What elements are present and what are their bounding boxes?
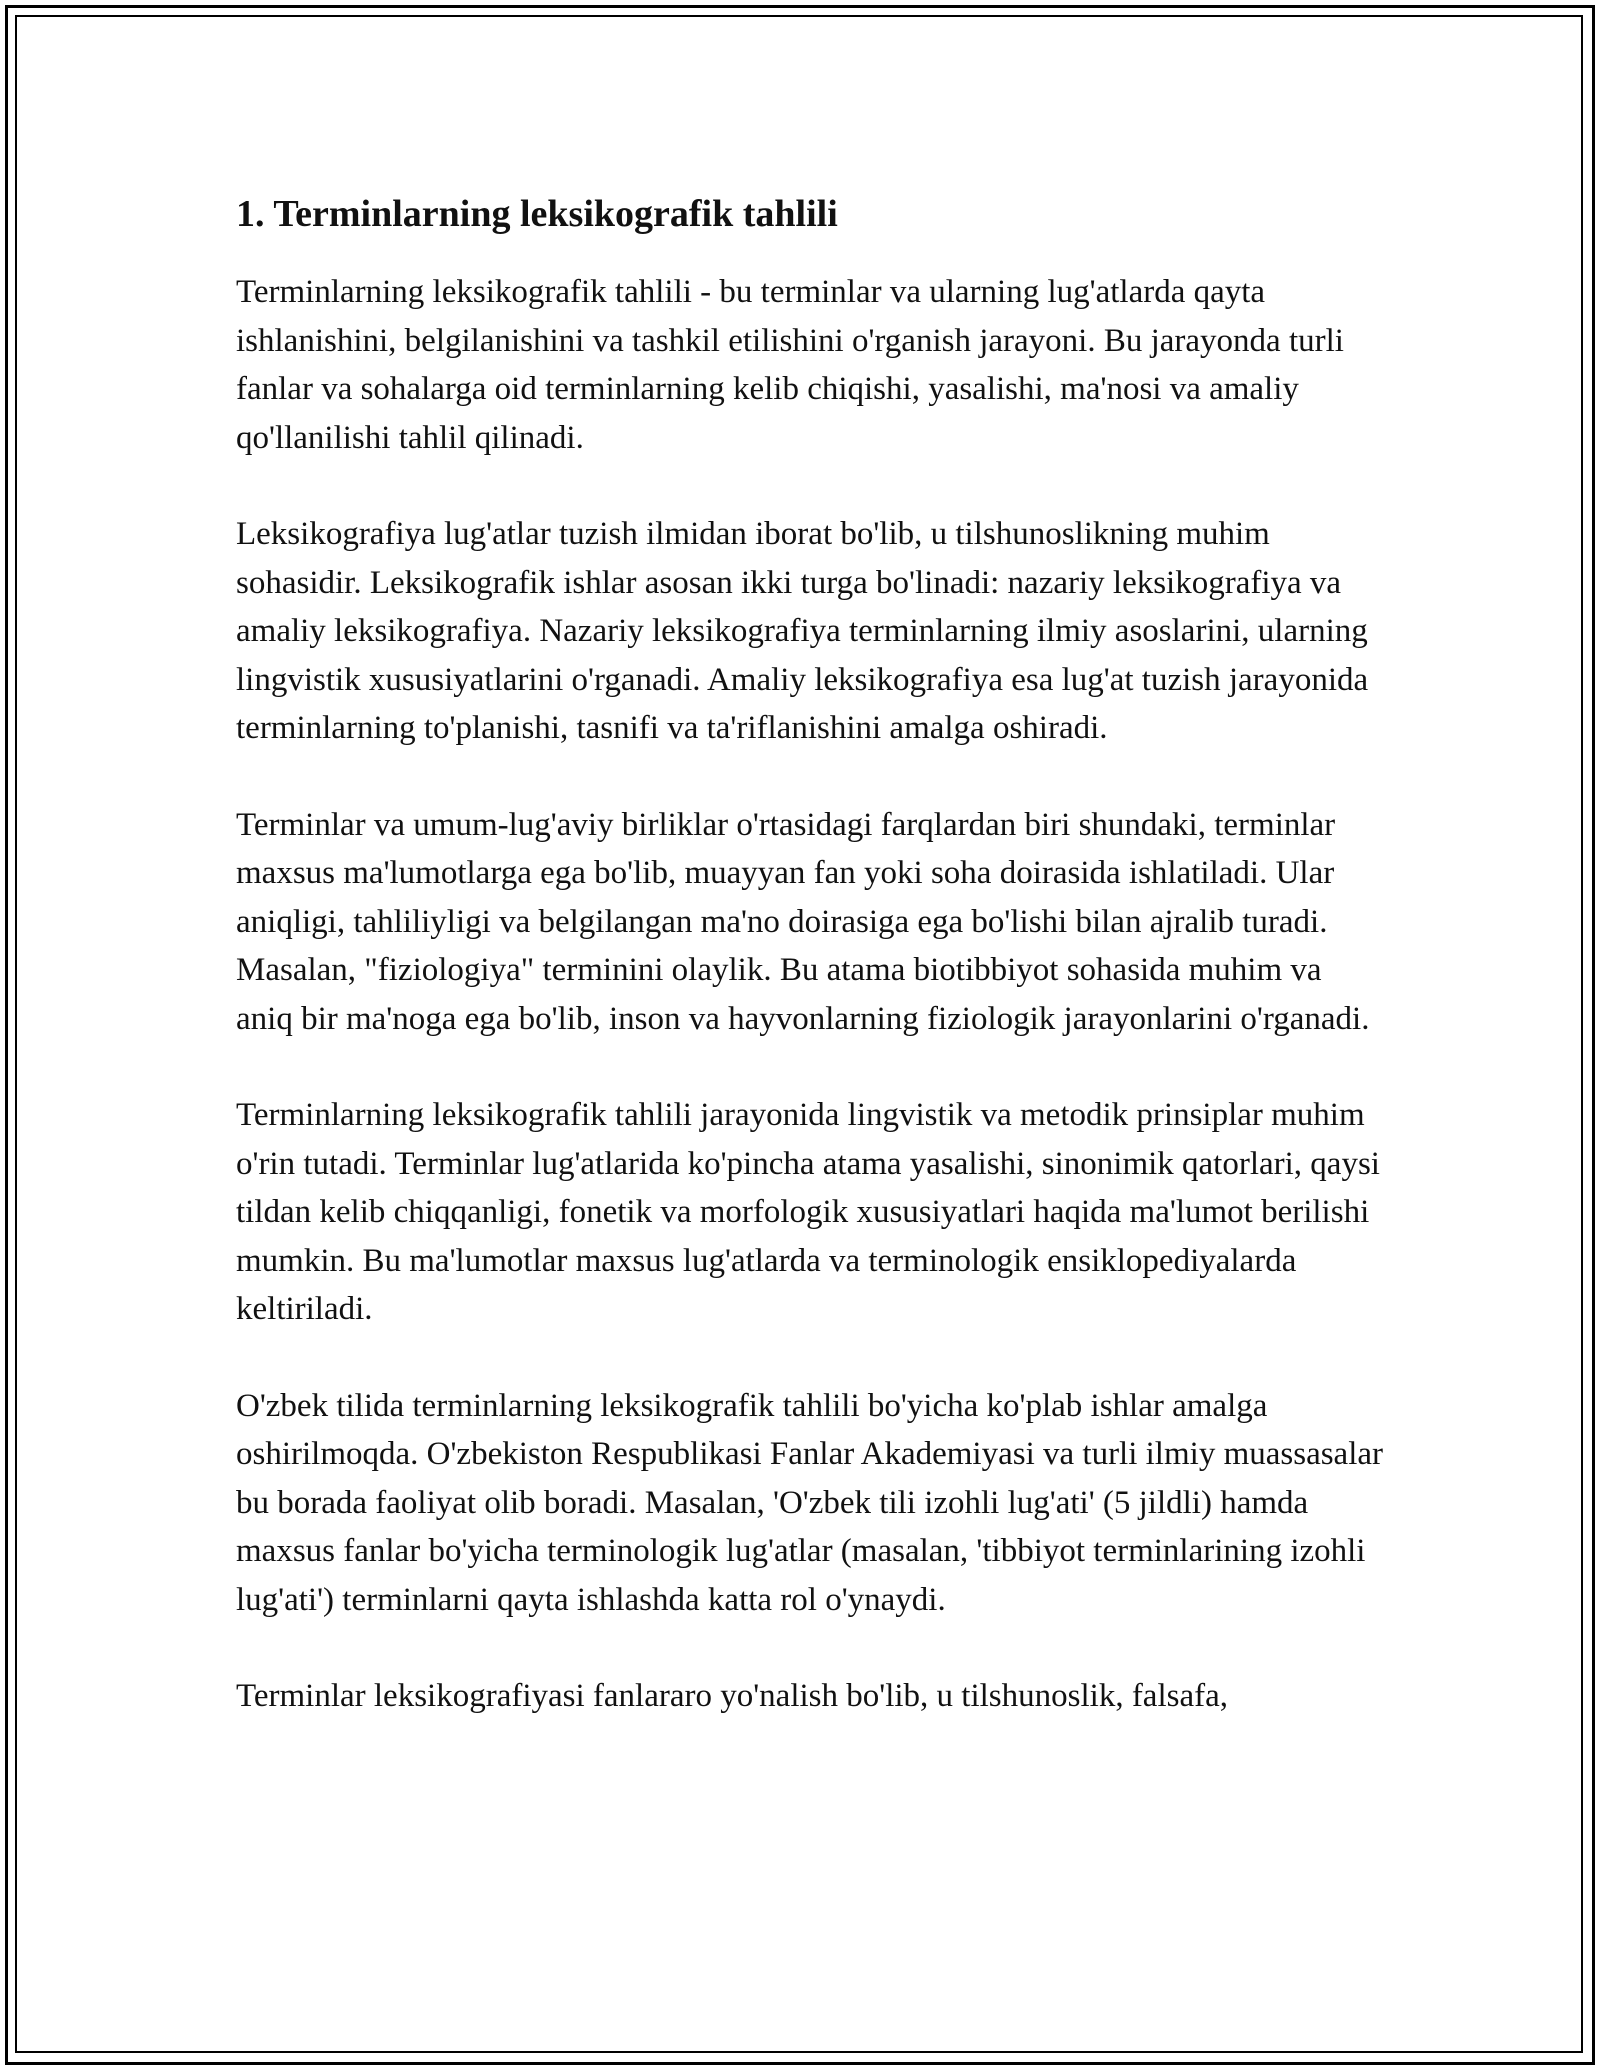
paragraph-5: O'zbek tilida terminlarning leksikografik tahlili bo'yicha ko'plab ishlar amalga oshirilmoqda. O'zbekiston Respublikasi Fanlar Akademiyasi va turli ilmiy muassasalar bu borada faoliyat olib boradi. Masalan, 'O'zbek tili izohli lug'ati' (5 jildli) hamda maxsus fanlar bo'yicha terminologik lug'atlar (masalan, 'tibbiyot terminlarining izohli lug'ati') terminlarni qayta ishlashda katta rol o'ynaydi. [236, 1387, 1384, 1618]
document-body [236, 188, 1386, 1769]
paragraph-3: Terminlar va umum-lug'aviy birliklar o'rtasidagi farqlardan biri shundaki, terminlar maxsus ma'lumotlarga ega bo'lib, muayyan fan yoki soha doirasida ishlatiladi. Ular aniqligi, tahliliyligi va belgilangan ma'no doirasiga ega bo'lishi bilan ajralib turadi. Masalan, "fiziologiya" terminini olaylik. Bu atama biotibbiyot sohasida muhim va aniq bir ma'noga ega bo'lib, inson va hayvonlarning fiziologik jarayonlarini o'rganadi. [236, 806, 1370, 1037]
paragraph-1: Terminlarning leksikografik tahlili - bu terminlar va ularning lug'atlarda qayta ishlanishini, belgilanishini va tashkil etilishini o'rganish jarayoni. Bu jarayonda turli fanlar va sohalarga oid terminlarning kelib chiqishi, yasalishi, ma'nosi va amaliy qo'llanilishi tahlil qilinadi. [236, 274, 1344, 456]
section-heading: 1. Terminlarning leksikografik tahlili [236, 193, 838, 235]
paragraph-2: Leksikografiya lug'atlar tuzish ilmidan iborat bo'lib, u tilshunoslikning muhim sohasidir. Leksikografik ishlar asosan ikki turga bo'linadi: nazariy leksikografiya va amaliy leksikografiya. Nazariy leksikografiya terminlarning ilmiy asoslarini, ularning lingvistik xususiyatlarini o'rganadi. Amaliy leksikografiya esa lug'at tuzish jarayonida terminlarning to'planishi, tasnifi va ta'riflanishini amalga oshiradi. [236, 516, 1369, 746]
paragraph-6: Terminlar leksikografiyasi fanlararo yo'nalish bo'lib, u tilshunoslik, falsafa, [236, 1678, 1228, 1714]
paragraph-4: Terminlarning leksikografik tahlili jarayonida lingvistik va metodik prinsiplar muhim o'rin tutadi. Terminlar lug'atlarida ko'pincha atama yasalishi, sinonimik qatorlari, qaysi tildan kelib chiqqanligi, fonetik va morfologik xususiyatlari haqida ma'lumot berilishi mumkin. Bu ma'lumotlar maxsus lug'atlarda va terminologik ensiklopediyalarda keltiriladi. [236, 1097, 1380, 1327]
